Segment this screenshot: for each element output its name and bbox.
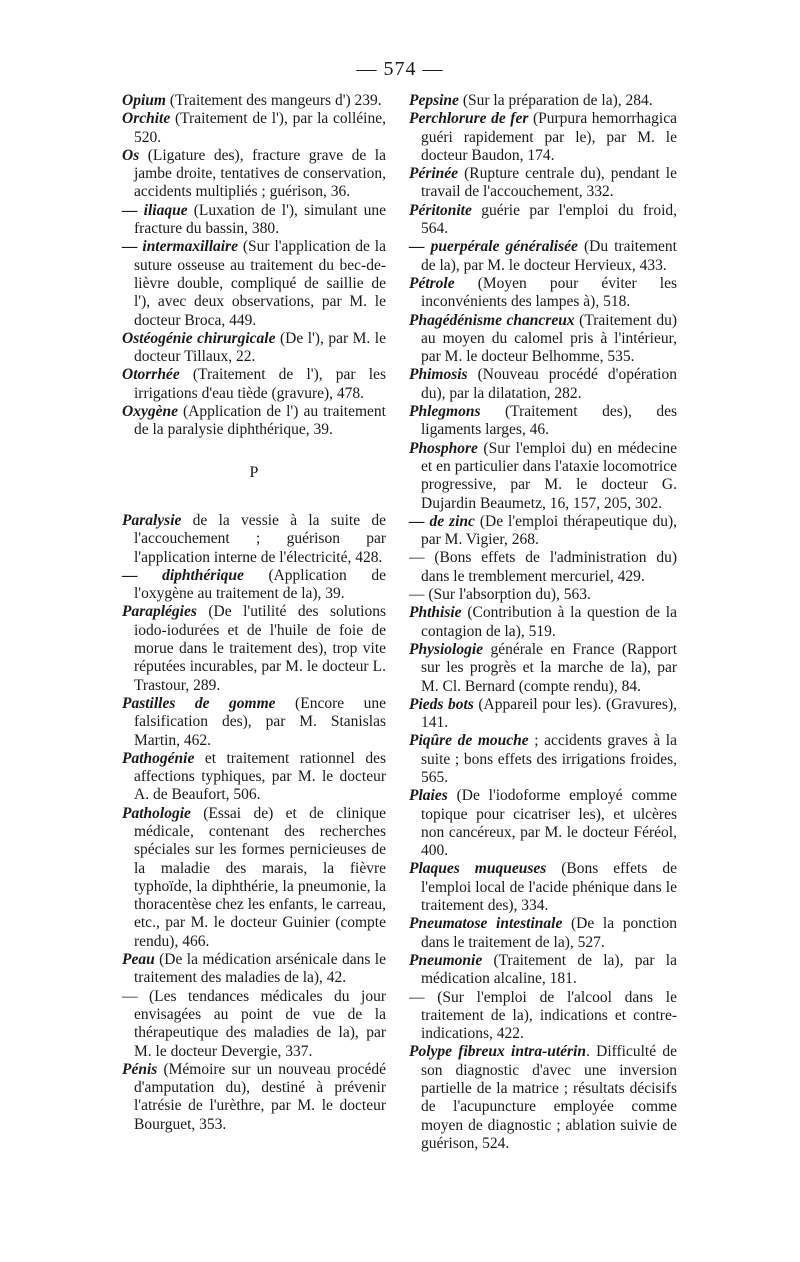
entry-text: de la vessie à la suite de l'accouchement ; guérison par l'application interne de l'électricité, 428.	[134, 511, 386, 566]
index-entry	[409, 165, 677, 202]
entry-term: — intermaxillaire	[122, 238, 238, 256]
entry-text: (De l'iodoforme employé comme topique pour cicatriser les), et ulcères non cancéreux, par M. le docteur Féréol, 400.	[421, 787, 677, 860]
entry-term: Orchite	[122, 110, 171, 128]
entry-text: . Difficulté de son diagnostic d'avec une inversion partielle de la matrice ; résultats décisifs de l'acupuncture employée comme moyen de diagnostic ; ablation suivie de guérison, 524.	[421, 1043, 677, 1152]
entry-term: Pastilles de gomme	[122, 694, 276, 712]
page-number: — 574 —	[356, 58, 444, 80]
entry-term: Pathogénie	[122, 749, 195, 767]
entry-text: (De l'emploi thérapeutique du), par M. Vigier, 268.	[421, 512, 677, 549]
entry-term: Plaques muqueuses	[409, 860, 547, 878]
entry-text: (Sur l'application de la suture osseuse au traitement du bec-de-lièvre double, compliqué de saillie de l'), avec deux observations, par M. le docteur Broca, 449.	[134, 238, 386, 329]
entry-text: (Traitement des), des ligaments larges, 46.	[421, 403, 677, 439]
entry-text: (Encore une falsification des), par M. Stanislas Martin, 462.	[134, 694, 387, 749]
entry-term: — diphthérique	[122, 566, 244, 584]
entry-term: Perchlorure de fer	[409, 110, 529, 128]
index-entry	[122, 603, 386, 694]
index-entry	[122, 750, 386, 805]
entry-term: Pétrole	[409, 274, 455, 292]
entry-term: Pathologie	[122, 804, 191, 822]
entry-text: (Mémoire sur un nouveau procédé d'amputation du), destiné à prévenir l'atrésie de l'urèthre, par M. le docteur Bourguet, 353.	[134, 1060, 386, 1133]
entry-term: Piqûre de mouche	[409, 732, 529, 750]
index-entry	[122, 951, 386, 988]
index-entry	[409, 732, 677, 787]
index-entry	[122, 92, 386, 110]
entry-text: ; accidents graves à la suite ; bons effets des irrigations froides, 565.	[421, 732, 677, 786]
entry-text: (Moyen pour éviter les inconvénients des lampes à), 518.	[421, 274, 677, 311]
entry-term: Oxygène	[122, 403, 178, 421]
entries-before	[122, 92, 386, 440]
entry-term: Pneumonie	[409, 951, 483, 969]
index-entry	[409, 989, 677, 1044]
entry-term: Polype fibreux intra-utérin	[409, 1043, 586, 1061]
index-entry	[409, 586, 677, 604]
entry-text: (Nouveau procédé d'opération du), par la dilatation, 282.	[421, 366, 677, 402]
left-column	[122, 92, 386, 1134]
entry-term: — puerpérale généralisée	[409, 238, 578, 256]
entry-text: (Application de l'oxygène au traitement de la), 39.	[134, 566, 386, 603]
index-entry	[122, 805, 386, 951]
entry-term: Pieds bots	[409, 695, 474, 713]
entry-text: (Traitement du) au moyen du calomel pris à l'intérieur, par M. le docteur Belhomme, 535.	[421, 311, 677, 366]
index-entry	[409, 696, 677, 733]
index-entry	[409, 860, 677, 915]
index-entry	[409, 440, 677, 513]
entry-term: Paralysie	[122, 511, 182, 529]
entry-text: (Rupture centrale du), pendant le travail de l'accouchement, 332.	[421, 165, 677, 201]
entry-text: (Sur la préparation de la), 284.	[458, 92, 653, 109]
entry-term: Péritonite	[409, 201, 472, 219]
index-entry	[122, 330, 386, 367]
entry-term: Peau	[122, 951, 155, 969]
index-entry	[122, 238, 386, 329]
entry-text: (De l'utilité des solutions iodo-iodurées et de l'huile de foie de morue dans le traitement des), trop vite réputées incurables, par M. le docteur L. Trastour, 289.	[134, 603, 386, 694]
entry-text: et traitement rationnel des affections typhiques, par M. le docteur A. de Beaufort, 506.	[134, 749, 386, 804]
entry-text: guérie par l'emploi du froid, 564.	[421, 201, 677, 238]
index-entry	[122, 202, 386, 239]
entry-text: (Essai de) et de clinique médicale, contenant des recherches spéciales sur les formes pernicieuses de la maladie des marais, la fièvre typhoïde, la diphthérie, la pneumonie, la thoracentèse chez les enfants, le carreau, etc., par M. le docteur Guinier (compte rendu), 466.	[134, 804, 386, 950]
entry-text: (Bons effets de l'emploi local de l'acide phénique dans le traitement des), 334.	[421, 860, 677, 915]
right-column	[409, 92, 677, 1153]
entry-text: (Traitement de la), par la médication alcaline, 181.	[421, 951, 677, 988]
index-entry	[409, 952, 677, 989]
entry-term: Pneumatose intestinale	[409, 915, 563, 933]
entry-term: Otorrhée	[122, 366, 180, 384]
index-entry	[122, 366, 386, 403]
index-entry	[122, 147, 386, 202]
index-entry	[409, 366, 677, 403]
index-entry	[409, 604, 677, 641]
entry-term: Plaies	[409, 787, 448, 805]
index-entry	[122, 403, 386, 440]
index-entry	[409, 110, 677, 165]
entry-text: (Purpura hemorrhagica guéri rapidement par le), par M. le docteur Baudon, 174.	[421, 110, 677, 164]
section-letter: P	[249, 463, 259, 481]
entry-text: (Traitement de l'), par les irrigations d'eau tiède (gravure), 478.	[134, 366, 386, 402]
entry-term: Phlegmons	[409, 403, 481, 421]
index-entry	[122, 512, 386, 567]
index-entry	[122, 695, 386, 750]
entry-term: Opium	[122, 92, 166, 109]
entry-text: (Application de l') au traitement de la paralysie diphthérique, 39.	[134, 403, 386, 439]
entry-text: — (Les tendances médicales du jour envisagées au point de vue de la thérapeutique des maladies de la), par M. le docteur Devergie, 337.	[122, 987, 386, 1060]
entry-text: (Luxation de l'), simulant une fracture du bassin, 380.	[134, 201, 387, 238]
entry-text: (De l'), par M. le docteur Tillaux, 22.	[134, 329, 386, 366]
index-entry	[409, 1043, 677, 1153]
entry-text: (Traitement des mangeurs d') 239.	[165, 92, 382, 109]
entry-term: Paraplégies	[122, 603, 197, 621]
entry-term: Phagédénisme chancreux	[409, 311, 575, 329]
entry-term: Phimosis	[409, 366, 468, 384]
index-entry	[409, 915, 677, 952]
entry-term: Physiologie	[409, 640, 484, 658]
entry-term: — iliaque	[122, 201, 188, 219]
index-entry	[409, 238, 677, 275]
entry-text: — (Sur l'emploi de l'alcool dans le traitement de la), indications et contre-indications, 422.	[409, 988, 677, 1043]
entry-text: (Appareil pour les). (Gravures), 141.	[421, 695, 677, 732]
entry-term: Pepsine	[409, 92, 459, 109]
entry-text: générale en France (Rapport sur les progrès et la marche de la), par M. Cl. Bernard (compte rendu), 84.	[421, 640, 677, 695]
entry-term: — de zinc	[409, 512, 475, 530]
entries-after	[122, 512, 386, 1134]
index-entry	[409, 202, 677, 239]
index-entry	[409, 641, 677, 696]
entry-text: (Contribution à la question de la contagion de la), 519.	[421, 604, 677, 640]
entry-term: Phosphore	[409, 439, 478, 457]
index-entry	[122, 988, 386, 1061]
entry-term: Ostéogénie chirurgicale	[122, 329, 276, 347]
index-entry	[409, 403, 677, 440]
index-entry	[409, 275, 677, 312]
index-entry	[409, 549, 677, 586]
index-entry	[409, 513, 677, 550]
entry-term: Os	[122, 146, 140, 164]
entry-text: — (Bons effets de l'administration du) dans le tremblement mercuriel, 429.	[409, 549, 677, 585]
entry-text: (Sur l'emploi du) en médecine et en particulier dans l'ataxie locomotrice progressive, par M. le docteur G. Dujardin Beaumetz, 16, 157, 205, 302.	[421, 439, 677, 512]
entry-text: (De la ponction dans le traitement de la), 527.	[421, 915, 677, 951]
entry-text: (Traitement de l'), par la colléine, 520.	[134, 110, 386, 146]
entry-text: (Ligature des), fracture grave de la jambe droite, tentatives de conservation, accidents multipliés ; guérison, 36.	[134, 146, 386, 201]
index-entry	[122, 567, 386, 604]
entry-term: Périnée	[409, 165, 459, 183]
index-entry	[122, 110, 386, 147]
entry-term: Phthisie	[409, 604, 462, 622]
index-entry	[122, 1061, 386, 1134]
entry-term: Pénis	[122, 1060, 158, 1078]
index-entry	[409, 787, 677, 860]
index-entry	[409, 92, 677, 110]
entry-text: — (Sur l'absorption du), 563.	[409, 586, 591, 604]
entry-text: (Du traitement de la), par M. le docteur Hervieux, 433.	[421, 238, 677, 274]
entry-text: (De la médication arsénicale dans le traitement des maladies de la), 42.	[134, 951, 386, 987]
index-entry	[409, 312, 677, 367]
